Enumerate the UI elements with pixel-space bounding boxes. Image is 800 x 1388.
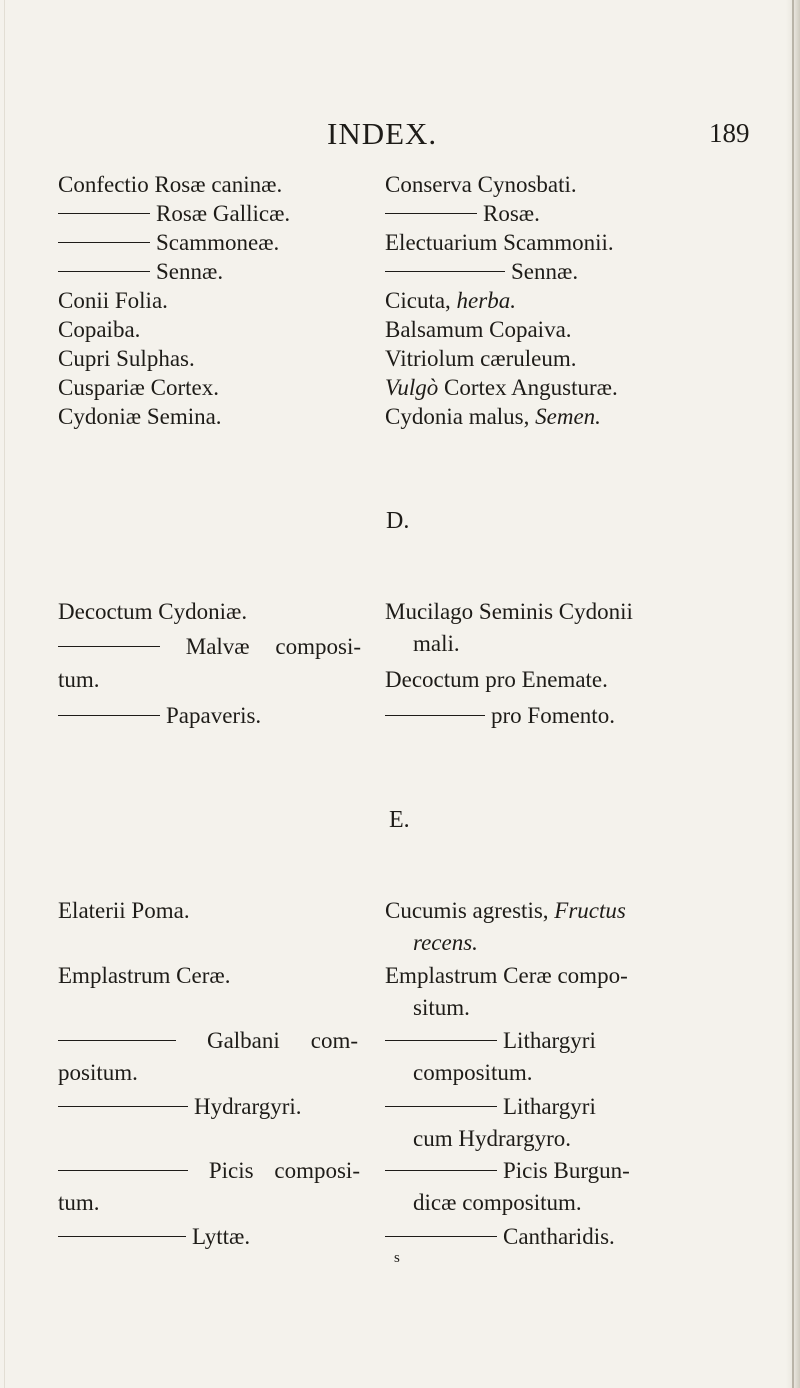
- running-header: [0, 116, 800, 156]
- entry: Scammoneæ.: [58, 229, 279, 257]
- page-gutter-line: [4, 0, 5, 1388]
- entry: positum.: [58, 1060, 138, 1085]
- entry: Balsamum Copaiva.: [385, 317, 572, 342]
- ditto-rule: [385, 213, 477, 214]
- ditto-rule: [58, 646, 160, 647]
- entry: Conserva Cynosbati.: [385, 172, 577, 197]
- entry: Conii Folia.: [58, 288, 168, 313]
- entry: compositum.: [413, 1060, 533, 1085]
- page-title: INDEX.: [327, 116, 438, 151]
- entry: Copaiba.: [58, 317, 141, 342]
- page-number: 189: [709, 118, 750, 148]
- entry: Vitriolum cæruleum.: [385, 346, 577, 371]
- entry: Cydoniæ Semina.: [58, 404, 222, 429]
- entry: Cuspariæ Cortex.: [58, 375, 219, 400]
- entry: dicæ compositum.: [413, 1190, 582, 1215]
- section-heading: E.: [389, 807, 410, 833]
- ditto-rule: [385, 1106, 497, 1107]
- entry: Confectio Rosæ caninæ.: [58, 172, 283, 197]
- entry: Sennæ.: [385, 258, 578, 286]
- entry: tum.: [58, 667, 100, 692]
- entry: Lithargyri: [385, 1027, 596, 1055]
- ditto-rule: [58, 1170, 188, 1171]
- ditto-rule: [385, 1040, 497, 1041]
- entry: Galbani com-: [58, 1027, 358, 1055]
- ditto-rule: [58, 242, 150, 243]
- ditto-rule: [58, 1236, 186, 1237]
- entry: Malvæ composi-: [58, 633, 361, 661]
- entry: Lyttæ.: [58, 1223, 250, 1251]
- ditto-rule: [385, 271, 505, 272]
- entry: Hydrargyri.: [58, 1093, 302, 1121]
- entry: recens.: [413, 930, 478, 955]
- entry: Decoctum Cydoniæ.: [58, 599, 248, 624]
- entry: Picis composi-: [58, 1157, 360, 1185]
- ditto-rule: [385, 715, 485, 716]
- entry: Electuarium Scammonii.: [385, 230, 614, 255]
- entry: Rosæ Gallicæ.: [58, 200, 290, 228]
- ditto-rule: [385, 1236, 497, 1237]
- signature-mark: s: [394, 1250, 400, 1266]
- entry: Rosæ.: [385, 200, 540, 228]
- entry: Emplastrum Ceræ compo-: [385, 963, 628, 988]
- page-edge-line: [792, 0, 794, 1388]
- entry: Decoctum pro Enemate.: [385, 667, 608, 692]
- entry: Papaveris.: [58, 702, 261, 730]
- ditto-rule: [58, 715, 160, 716]
- ditto-rule: [58, 1106, 188, 1107]
- ditto-rule: [58, 271, 150, 272]
- entry: pro Fomento.: [385, 702, 615, 730]
- entry: Vulgò Cortex Angusturæ.: [385, 375, 618, 400]
- entry: Cicuta, herba.: [385, 288, 516, 313]
- entry: tum.: [58, 1190, 100, 1215]
- entry: Cucumis agrestis, Fructus: [385, 898, 626, 923]
- entry: Mucilago Seminis Cydonii: [385, 599, 633, 624]
- entry: situm.: [413, 995, 470, 1020]
- entry: Sennæ.: [58, 258, 223, 286]
- entry: Lithargyri: [385, 1093, 596, 1121]
- ditto-rule: [385, 1170, 497, 1171]
- ditto-rule: [58, 1040, 176, 1041]
- section-heading: D.: [386, 508, 410, 534]
- entry: Picis Burgun-: [385, 1157, 630, 1185]
- entry: Cupri Sulphas.: [58, 346, 195, 371]
- entry: Cydonia malus, Semen.: [385, 404, 601, 429]
- ditto-rule: [58, 213, 150, 214]
- entry: Cantharidis.: [385, 1223, 615, 1251]
- entry: Elaterii Poma.: [58, 898, 190, 923]
- entry: Emplastrum Ceræ.: [58, 963, 231, 988]
- entry: cum Hydrargyro.: [413, 1126, 571, 1151]
- entry: mali.: [413, 631, 460, 656]
